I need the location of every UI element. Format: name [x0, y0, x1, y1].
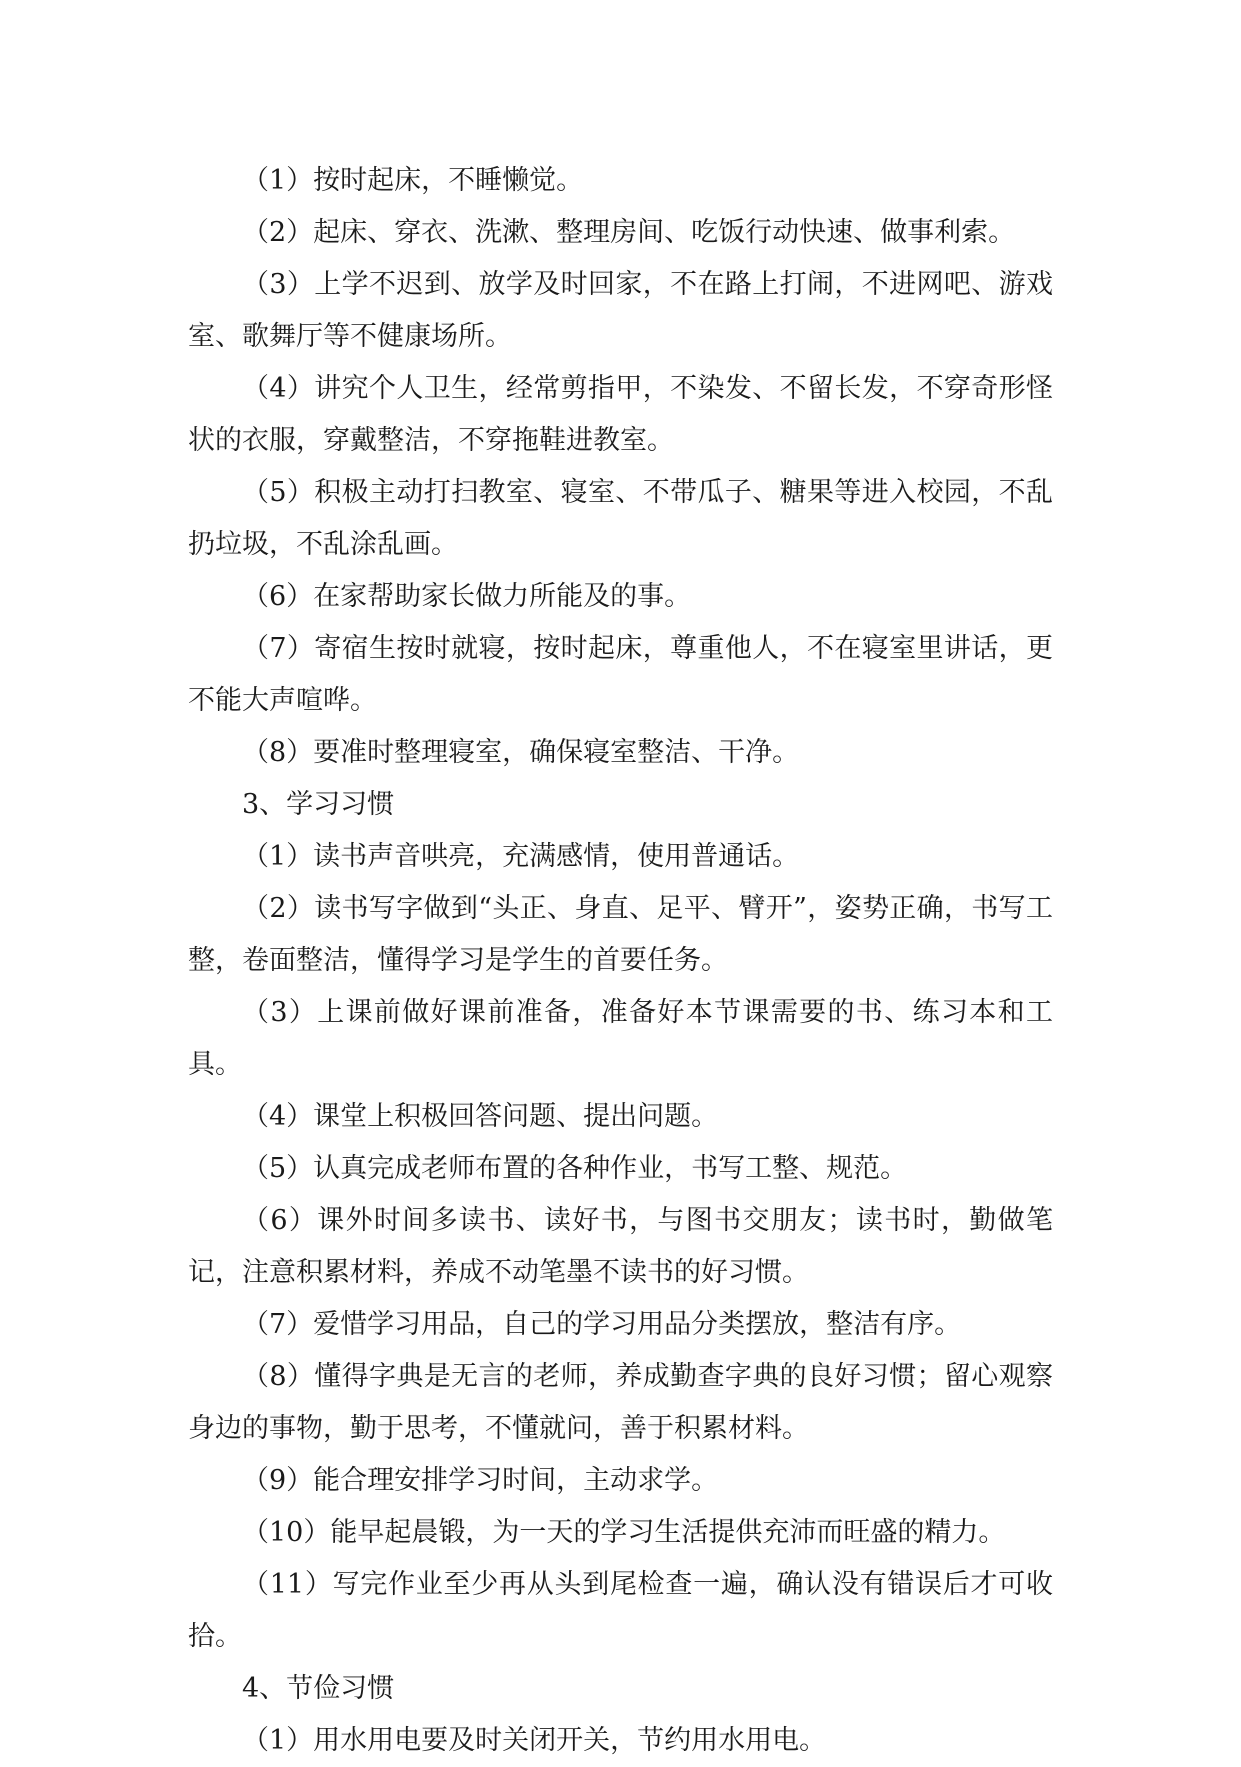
- habit-item: （2）起床、穿衣、洗漱、整理房间、吃饭行动快速、做事利索。: [242, 217, 1016, 248]
- habit-item: （1）读书声音哄亮，充满感情，使用普通话。: [242, 841, 800, 872]
- habit-item: （4）讲究个人卫生，经常剪指甲，不染发、不留长发，不穿奇形怪状的衣服，穿戴整洁，不穿拖鞋进教室。: [188, 373, 1053, 456]
- habit-item: （8）懂得字典是无言的老师，养成勤查字典的良好习惯；留心观察身边的事物，勤于思考，不懂就问，善于积累材料。: [188, 1361, 1053, 1444]
- habit-item: （1）用水用电要及时关闭开关，节约用水用电。: [242, 1725, 827, 1756]
- habit-item: （5）认真完成老师布置的各种作业，书写工整、规范。: [242, 1153, 908, 1184]
- section-heading-thrift-habits: 4、节俭习惯: [242, 1673, 395, 1704]
- document-body: [188, 155, 1053, 1767]
- section-heading-study-habits: 3、学习习惯: [242, 789, 395, 820]
- habit-item: （6）课外时间多读书、读好书，与图书交朋友；读书时，勤做笔记，注意积累材料，养成不动笔墨不读书的好习惯。: [188, 1205, 1053, 1288]
- habit-item: （10）能早起晨锻，为一天的学习生活提供充沛而旺盛的精力。: [242, 1517, 1006, 1548]
- habit-item: （7）寄宿生按时就寝，按时起床，尊重他人，不在寝室里讲话，更不能大声喧哗。: [188, 633, 1053, 716]
- habit-item: （1）按时起床，不睡懒觉。: [242, 165, 584, 196]
- habit-item: （6）在家帮助家长做力所能及的事。: [242, 581, 692, 612]
- habit-item: （5）积极主动打扫教室、寝室、不带瓜子、糖果等进入校园，不乱扔垃圾，不乱涂乱画。: [188, 477, 1053, 560]
- habit-item: （8）要准时整理寝室，确保寝室整洁、干净。: [242, 737, 800, 768]
- habit-item: （9）能合理安排学习时间，主动求学。: [242, 1465, 719, 1496]
- habit-item: （3）上学不迟到、放学及时回家，不在路上打闹，不进网吧、游戏室、歌舞厅等不健康场所。: [188, 269, 1053, 352]
- habit-item: （2）读书写字做到“头正、身直、足平、臂开”，姿势正确，书写工整，卷面整洁，懂得学习是学生的首要任务。: [188, 893, 1053, 976]
- habit-item: （3）上课前做好课前准备，准备好本节课需要的书、练习本和工具。: [188, 997, 1053, 1080]
- habit-item: （7）爱惜学习用品，自己的学习用品分类摆放，整洁有序。: [242, 1309, 962, 1340]
- habit-item: （11）写完作业至少再从头到尾检查一遍，确认没有错误后才可收拾。: [188, 1569, 1053, 1652]
- habit-item: （4）课堂上积极回答问题、提出问题。: [242, 1101, 719, 1132]
